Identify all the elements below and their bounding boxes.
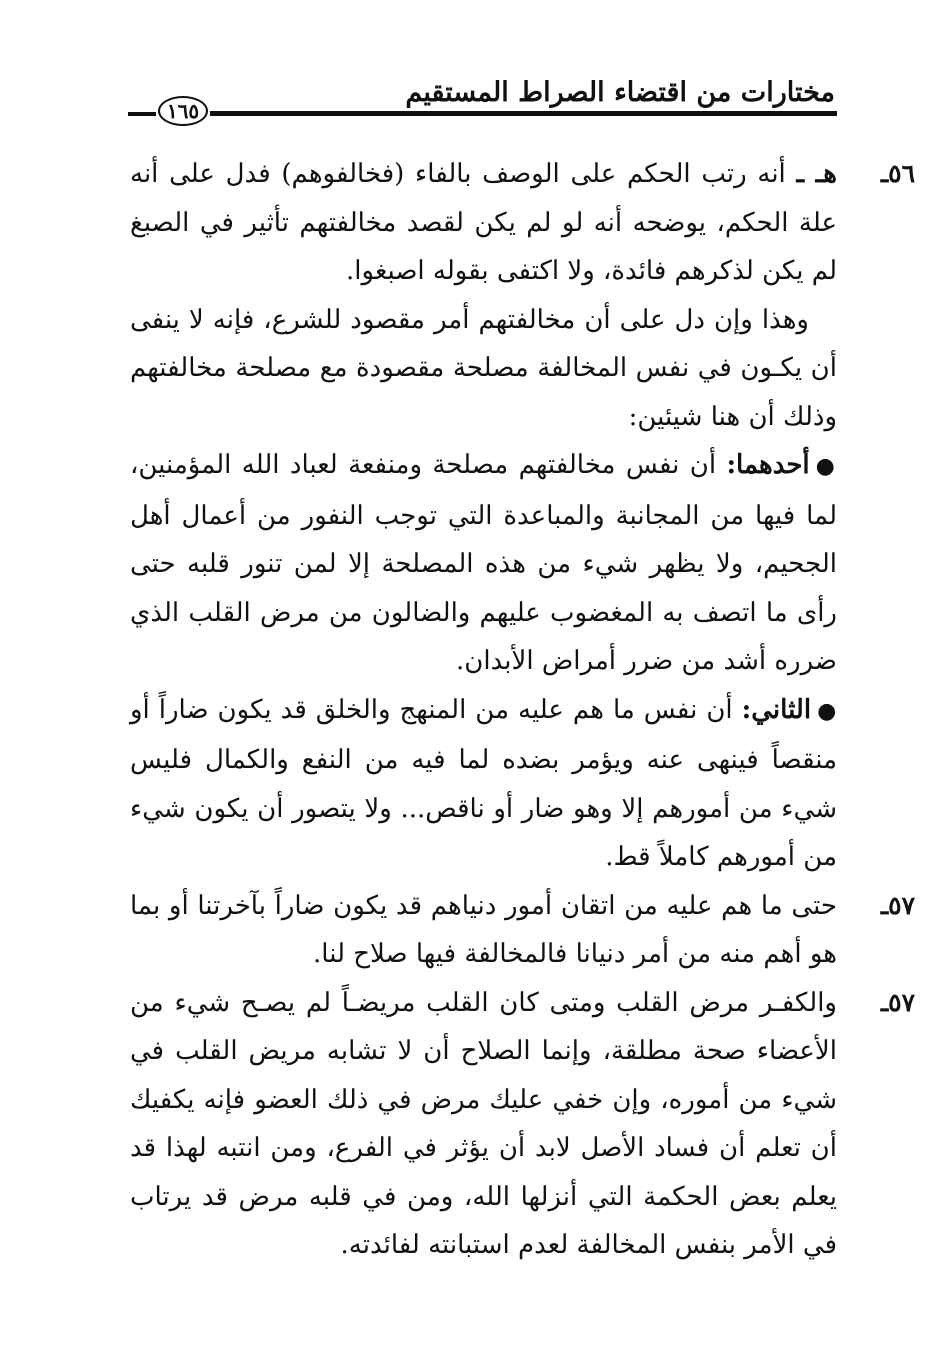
paragraph-number: ٥٧ـ [880,987,915,1017]
paragraph-57b [130,979,915,1270]
bullet-icon: ● [815,454,837,479]
bullet-label: الثاني: [741,694,812,725]
paragraph-number: ٥٧ـ [880,890,915,920]
bullet-icon: ● [817,698,837,724]
bullet-text: أن نفس مخالفتهم مصلحة ومنفعة لعباد الله المؤمنين، لما فيها من المجانبة والمباعدة التي توجب النفور من أعمال أهل الجحيم، ولا يظهر شيء من هذه المصلحة إلا لمن تنور قلبه حتى رأى ما اتصف به المغضوب عليهم والضالون من مرض القلب الذي ضرره أشد من ضرر أمراض الأبدان. [130,450,837,676]
bullet-label: أحدهما: [726,450,810,480]
paragraph-text: والكفـر مرض القلب ومتى كان القلب مريضـاً لم يصـح شيء من الأعضاء صحة مطلقة، وإنما الصلاح أن لا تشابه مريض القلب في شيء من أموره، وإن خفي عليك مرض في ذلك العضو فإنه يكفيك أن تعلم أن فساد الأصل لابد أن يؤثر في الفرع، ومن انتبه لهذا قد يعلم بعض الحكمة التي أنزلها الله، ومن في قلبه مرض قد يرتاب في الأمر بنفس المخالفة لعدم استبانته لفائدته. [130,987,837,1260]
paragraph-text: وهذا وإن دل على أن مخالفتهم أمر مقصود للشرع، فإنه لا ينفى أن يكـون في نفس المخالفة مصلحة مقصودة مع مصلحة مخالفتهم وذلك أن هنا شيئين: [130,304,838,432]
paragraph-56 [130,150,915,296]
paragraph-57a [130,882,915,979]
bullet-first [130,441,837,686]
bullet-second [130,686,837,882]
paragraph-text: أنه رتب الحكم على الوصف بالفاء (فخالفوهم) فدل على أنه علة الحكم، يوضحه أنه لو لم يكن لقصد مخالفتهم تأثير في الصبغ لم يكن لذكرهم فائدة، ولا اكتفى بقوله اصبغوا. [130,159,837,286]
running-header-title: مختارات من اقتضاء الصراط المستقيم [405,77,835,108]
paragraph-text: حتى ما هم عليه من اتقان أمور دنياهم قد يكون ضاراً بآخرتنا أو بما هو أهم منه من أمر دنيانا فالمخالفة فيها صلاح لنا. [130,890,837,969]
header-rule [210,111,837,116]
header-rule-left [128,112,156,116]
paragraph-lead: هـ ـ [796,159,837,189]
page-number: ١٦٥ [158,96,208,126]
page-body [130,150,915,1270]
bullet-text: أن نفس ما هم عليه من المنهج والخلق قد يكون ضاراً أو منقصاً فينهى عنه ويؤمر بضده لما فيه من النفع والكمال فليس شيء من أمورهم إلا وهو ضار أو ناقص... ولا يتصور أن يكون شيء من أمورهم كاملاً قط. [130,694,837,872]
paragraph-continuation [130,296,837,442]
paragraph-number: ٥٦ـ [880,159,915,188]
